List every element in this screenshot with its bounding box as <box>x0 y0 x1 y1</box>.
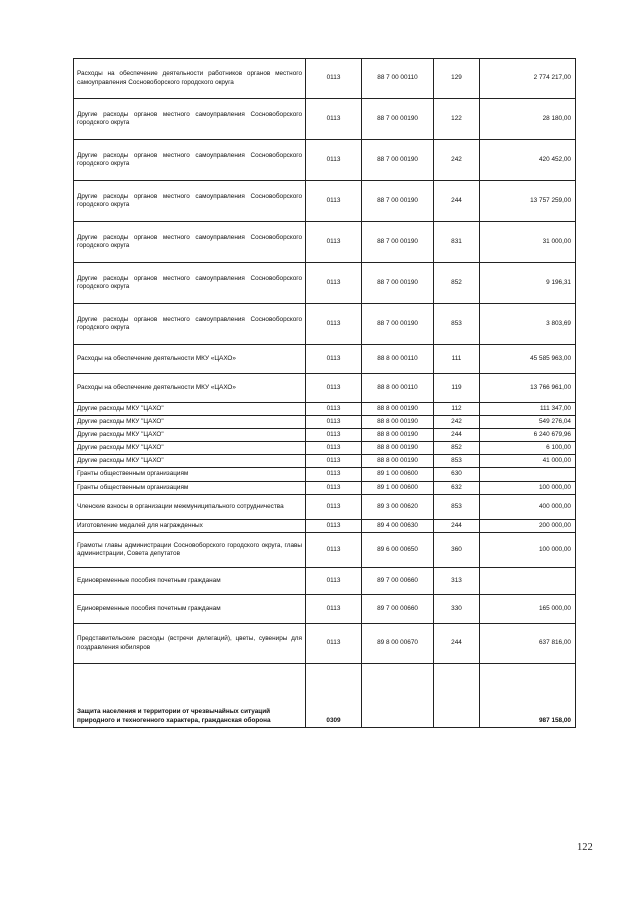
cell-type: 831 <box>434 222 480 263</box>
table-row <box>74 495 576 520</box>
table-row <box>74 429 576 442</box>
cell-name: Расходы на обеспечение деятельности работников органов местного самоуправления Сосновоборского городского округа <box>74 59 306 99</box>
cell-amount: 200 000,00 <box>480 520 576 533</box>
cell-name: Расходы на обеспечение деятельности МКУ «ЦАХО» <box>74 374 306 403</box>
cell-article: 88 7 00 00110 <box>362 59 434 99</box>
table-row <box>74 345 576 374</box>
cell-name: Другие расходы МКУ "ЦАХО" <box>74 403 306 416</box>
cell-type: 122 <box>434 99 480 140</box>
cell-article: 88 8 00 00190 <box>362 403 434 416</box>
cell-type: 244 <box>434 624 480 664</box>
table-row <box>74 442 576 455</box>
cell-name: Представительские расходы (встречи делегаций), цветы, сувениры для поздравления юбиляров <box>74 624 306 664</box>
cell-article: 89 7 00 00660 <box>362 595 434 624</box>
cell-article: 89 1 00 00600 <box>362 482 434 495</box>
cell-section: 0113 <box>306 595 362 624</box>
cell-type: 242 <box>434 140 480 181</box>
cell-article: 89 7 00 00660 <box>362 568 434 595</box>
table-row <box>74 222 576 263</box>
cell-section: 0113 <box>306 181 362 222</box>
table-row <box>74 455 576 468</box>
budget-table <box>73 58 576 728</box>
cell-article: 89 1 00 00600 <box>362 468 434 482</box>
cell-article: 88 7 00 00190 <box>362 181 434 222</box>
cell-article: 88 8 00 00110 <box>362 374 434 403</box>
cell-section: 0113 <box>306 304 362 345</box>
table-row <box>74 595 576 624</box>
cell-name: Другие расходы МКУ "ЦАХО" <box>74 416 306 429</box>
table-row <box>74 624 576 664</box>
cell-type: 244 <box>434 520 480 533</box>
cell-amount: 6 240 679,96 <box>480 429 576 442</box>
cell-amount: 13 766 961,00 <box>480 374 576 403</box>
cell-section: 0113 <box>306 624 362 664</box>
cell-section: 0309 <box>306 664 362 728</box>
table-row <box>74 181 576 222</box>
table-row <box>74 263 576 304</box>
table-row <box>74 468 576 482</box>
cell-section: 0113 <box>306 429 362 442</box>
cell-section: 0113 <box>306 468 362 482</box>
cell-article: 89 8 00 00670 <box>362 624 434 664</box>
cell-amount: 987 158,00 <box>480 664 576 728</box>
table-row <box>74 568 576 595</box>
cell-section: 0113 <box>306 442 362 455</box>
cell-type: 853 <box>434 304 480 345</box>
cell-section: 0113 <box>306 374 362 403</box>
cell-type: 112 <box>434 403 480 416</box>
cell-type: 630 <box>434 468 480 482</box>
cell-amount: 9 196,31 <box>480 263 576 304</box>
cell-name: Расходы на обеспечение деятельности МКУ «ЦАХО» <box>74 345 306 374</box>
cell-amount: 6 100,00 <box>480 442 576 455</box>
cell-amount: 28 180,00 <box>480 99 576 140</box>
table-row <box>74 520 576 533</box>
cell-amount: 100 000,00 <box>480 482 576 495</box>
cell-article <box>362 664 434 728</box>
cell-section: 0113 <box>306 416 362 429</box>
cell-amount: 13 757 259,00 <box>480 181 576 222</box>
cell-name: Единовременные пособия почетным гражданам <box>74 568 306 595</box>
cell-amount: 31 000,00 <box>480 222 576 263</box>
cell-amount <box>480 568 576 595</box>
cell-article: 88 8 00 00190 <box>362 455 434 468</box>
cell-type: 853 <box>434 495 480 520</box>
cell-name: Гранты общественным организациям <box>74 482 306 495</box>
table-row <box>74 374 576 403</box>
cell-amount: 45 585 963,00 <box>480 345 576 374</box>
cell-name: Гранты общественным организациям <box>74 468 306 482</box>
cell-article: 88 8 00 00190 <box>362 429 434 442</box>
cell-article: 88 7 00 00190 <box>362 222 434 263</box>
cell-amount <box>480 468 576 482</box>
table-row <box>74 304 576 345</box>
cell-amount: 637 816,00 <box>480 624 576 664</box>
cell-name: Другие расходы органов местного самоуправления Сосновоборского городского округа <box>74 140 306 181</box>
cell-amount: 3 803,69 <box>480 304 576 345</box>
cell-type: 244 <box>434 429 480 442</box>
table-row <box>74 99 576 140</box>
cell-section: 0113 <box>306 263 362 304</box>
cell-article: 88 8 00 00190 <box>362 416 434 429</box>
cell-article: 89 3 00 00620 <box>362 495 434 520</box>
cell-section: 0113 <box>306 222 362 263</box>
table-row <box>74 140 576 181</box>
cell-type: 242 <box>434 416 480 429</box>
table-body <box>74 59 576 728</box>
table-row <box>74 664 576 728</box>
cell-amount: 100 000,00 <box>480 533 576 568</box>
cell-type: 313 <box>434 568 480 595</box>
cell-name: Другие расходы органов местного самоуправления Сосновоборского городского округа <box>74 304 306 345</box>
table-row <box>74 403 576 416</box>
cell-type: 244 <box>434 181 480 222</box>
cell-article: 89 4 00 00630 <box>362 520 434 533</box>
cell-amount: 41 000,00 <box>480 455 576 468</box>
cell-name: Единовременные пособия почетным гражданам <box>74 595 306 624</box>
cell-type: 129 <box>434 59 480 99</box>
cell-article: 88 7 00 00190 <box>362 263 434 304</box>
table-row <box>74 533 576 568</box>
cell-article: 88 8 00 00110 <box>362 345 434 374</box>
cell-name: Другие расходы МКУ "ЦАХО" <box>74 442 306 455</box>
cell-name: Другие расходы МКУ "ЦАХО" <box>74 455 306 468</box>
cell-article: 88 7 00 00190 <box>362 99 434 140</box>
cell-section: 0113 <box>306 533 362 568</box>
cell-amount: 420 452,00 <box>480 140 576 181</box>
cell-article: 88 7 00 00190 <box>362 140 434 181</box>
cell-name: Грамоты главы администрации Сосновоборского городского округа, главы администрации, Совета депутатов <box>74 533 306 568</box>
cell-section: 0113 <box>306 140 362 181</box>
cell-amount: 165 000,00 <box>480 595 576 624</box>
cell-type: 632 <box>434 482 480 495</box>
table-row <box>74 416 576 429</box>
cell-name: Другие расходы органов местного самоуправления Сосновоборского городского округа <box>74 222 306 263</box>
cell-amount: 2 774 217,00 <box>480 59 576 99</box>
cell-name: Другие расходы МКУ "ЦАХО" <box>74 429 306 442</box>
cell-type: 853 <box>434 455 480 468</box>
cell-article: 89 6 00 00650 <box>362 533 434 568</box>
cell-name: Изготовление медалей для награжденных <box>74 520 306 533</box>
cell-name: Другие расходы органов местного самоуправления Сосновоборского городского округа <box>74 181 306 222</box>
table-row <box>74 482 576 495</box>
cell-type: 360 <box>434 533 480 568</box>
cell-section: 0113 <box>306 568 362 595</box>
cell-amount: 400 000,00 <box>480 495 576 520</box>
cell-section: 0113 <box>306 482 362 495</box>
cell-section: 0113 <box>306 455 362 468</box>
cell-type <box>434 664 480 728</box>
cell-name: Другие расходы органов местного самоуправления Сосновоборского городского округа <box>74 263 306 304</box>
cell-section: 0113 <box>306 495 362 520</box>
cell-section: 0113 <box>306 403 362 416</box>
page-number: 122 <box>577 842 593 853</box>
cell-section: 0113 <box>306 99 362 140</box>
cell-section: 0113 <box>306 520 362 533</box>
cell-type: 119 <box>434 374 480 403</box>
cell-amount: 111 347,00 <box>480 403 576 416</box>
cell-type: 330 <box>434 595 480 624</box>
cell-name: Членские взносы в организации межмуниципального сотрудничества <box>74 495 306 520</box>
cell-amount: 549 276,04 <box>480 416 576 429</box>
cell-name: Защита населения и территории от чрезвычайных ситуаций природного и техногенного характера, гражданская оборона <box>74 664 306 728</box>
cell-article: 88 7 00 00190 <box>362 304 434 345</box>
table-row <box>74 59 576 99</box>
cell-name: Другие расходы органов местного самоуправления Сосновоборского городского округа <box>74 99 306 140</box>
cell-type: 852 <box>434 442 480 455</box>
cell-article: 88 8 00 00190 <box>362 442 434 455</box>
cell-section: 0113 <box>306 345 362 374</box>
cell-type: 111 <box>434 345 480 374</box>
cell-section: 0113 <box>306 59 362 99</box>
cell-type: 852 <box>434 263 480 304</box>
